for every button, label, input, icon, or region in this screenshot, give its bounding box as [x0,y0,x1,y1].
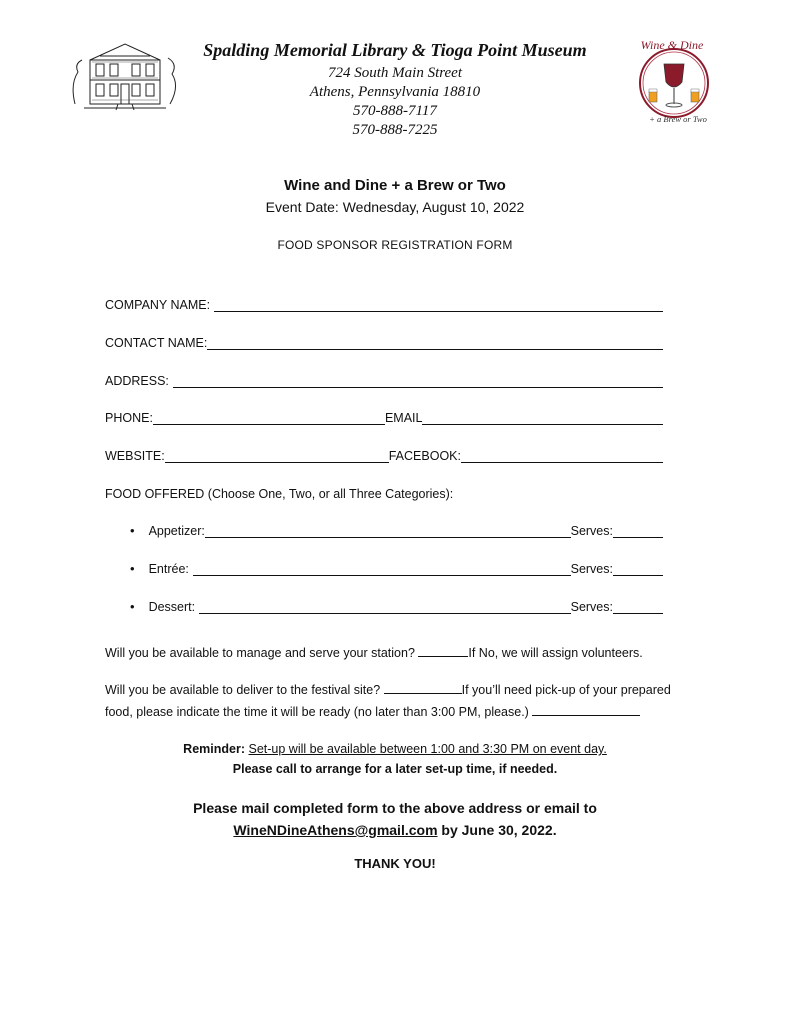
address-line: 724 South Main Street [327,65,462,81]
email-field[interactable] [422,411,663,425]
deliver-question [105,679,675,723]
company-row [105,294,663,312]
serves-label: Serves: [570,600,613,614]
appetizer-label: Appetizer: [148,524,205,538]
station-note: If No, we will assign volunteers. [468,646,643,660]
website-label: WEBSITE: [105,449,165,463]
dessert-label: Dessert: [148,600,196,614]
reminder-label: Reminder: [183,742,245,756]
dessert-serves-field[interactable] [613,600,663,614]
reminder-text: Set-up will be available between 1:00 and 3:30 PM on event day. [248,742,607,756]
mail-line-1: Please mail completed form to the above address or email to [193,800,597,816]
dessert-row [130,596,663,614]
bullet-icon: • [130,523,135,538]
serves-label: Serves: [570,524,613,538]
serves-label: Serves: [570,562,613,576]
entree-serves-field[interactable] [613,562,663,576]
company-label: COMPANY NAME: [105,298,211,312]
ready-time-field[interactable] [532,703,640,716]
station-question [105,642,675,664]
logo-bottom-text: + a Brew or Two [649,114,707,124]
reminder-block [100,739,690,779]
dessert-field[interactable] [199,600,571,614]
facebook-label: FACEBOOK: [388,449,461,463]
company-field[interactable] [214,298,663,312]
phone-email-row [105,407,663,425]
address-row [105,370,663,388]
logo-top-text: Wine & Dine [640,38,704,52]
website-field[interactable] [165,449,389,463]
event-date: Event Date: Wednesday, August 10, 2022 [265,199,525,215]
deliver-note: If you’ll need pick-up of your prepared [461,683,671,697]
entree-row [130,558,663,576]
bullet-icon: • [130,561,135,576]
address-line: Athens, Pennsylvania 18810 [309,84,481,100]
contact-row [105,332,663,350]
reminder-text-2: Please call to arrange for a later set-up time, if needed. [232,762,558,776]
mail-instructions [100,797,690,841]
deliver-question-text: Will you be available to deliver to the festival site? [105,683,381,697]
organization-name: Spalding Memorial Library & Tioga Point Museum [203,40,587,60]
thank-you-text: THANK YOU! [354,856,436,871]
phone-line: 570-888-7225 [352,122,438,138]
food-offered-label: FOOD OFFERED (Choose One, Two, or all Three Categories): [105,487,454,501]
appetizer-field[interactable] [205,524,571,538]
appetizer-serves-field[interactable] [613,524,663,538]
deliver-answer-field[interactable] [384,681,462,694]
contact-email-link[interactable]: WineNDineAthens@gmail.com [233,822,438,838]
entree-field[interactable] [193,562,571,576]
address-label: ADDRESS: [105,374,169,388]
phone-label: PHONE: [105,411,153,425]
appetizer-row [130,520,663,538]
mail-deadline: by June 30, 2022. [437,822,557,838]
email-label: EMAIL [384,411,423,425]
deliver-note-2: food, please indicate the time it will be ready (no later than 3:00 PM, please.) [105,705,529,719]
bullet-icon: • [130,599,135,614]
contact-label: CONTACT NAME: [105,336,208,350]
website-facebook-row [105,445,663,463]
station-answer-field[interactable] [418,644,468,657]
food-offered-row [105,483,663,501]
facebook-field[interactable] [461,449,663,463]
event-title: Wine and Dine + a Brew or Two [284,177,506,194]
phone-field[interactable] [153,411,385,425]
phone-line: 570-888-7117 [353,103,437,119]
entree-label: Entrée: [148,562,189,576]
contact-field[interactable] [207,336,663,350]
station-question-text: Will you be available to manage and serve your station? [105,646,415,660]
address-field[interactable] [173,374,663,388]
form-name: FOOD SPONSOR REGISTRATION FORM [277,238,513,252]
